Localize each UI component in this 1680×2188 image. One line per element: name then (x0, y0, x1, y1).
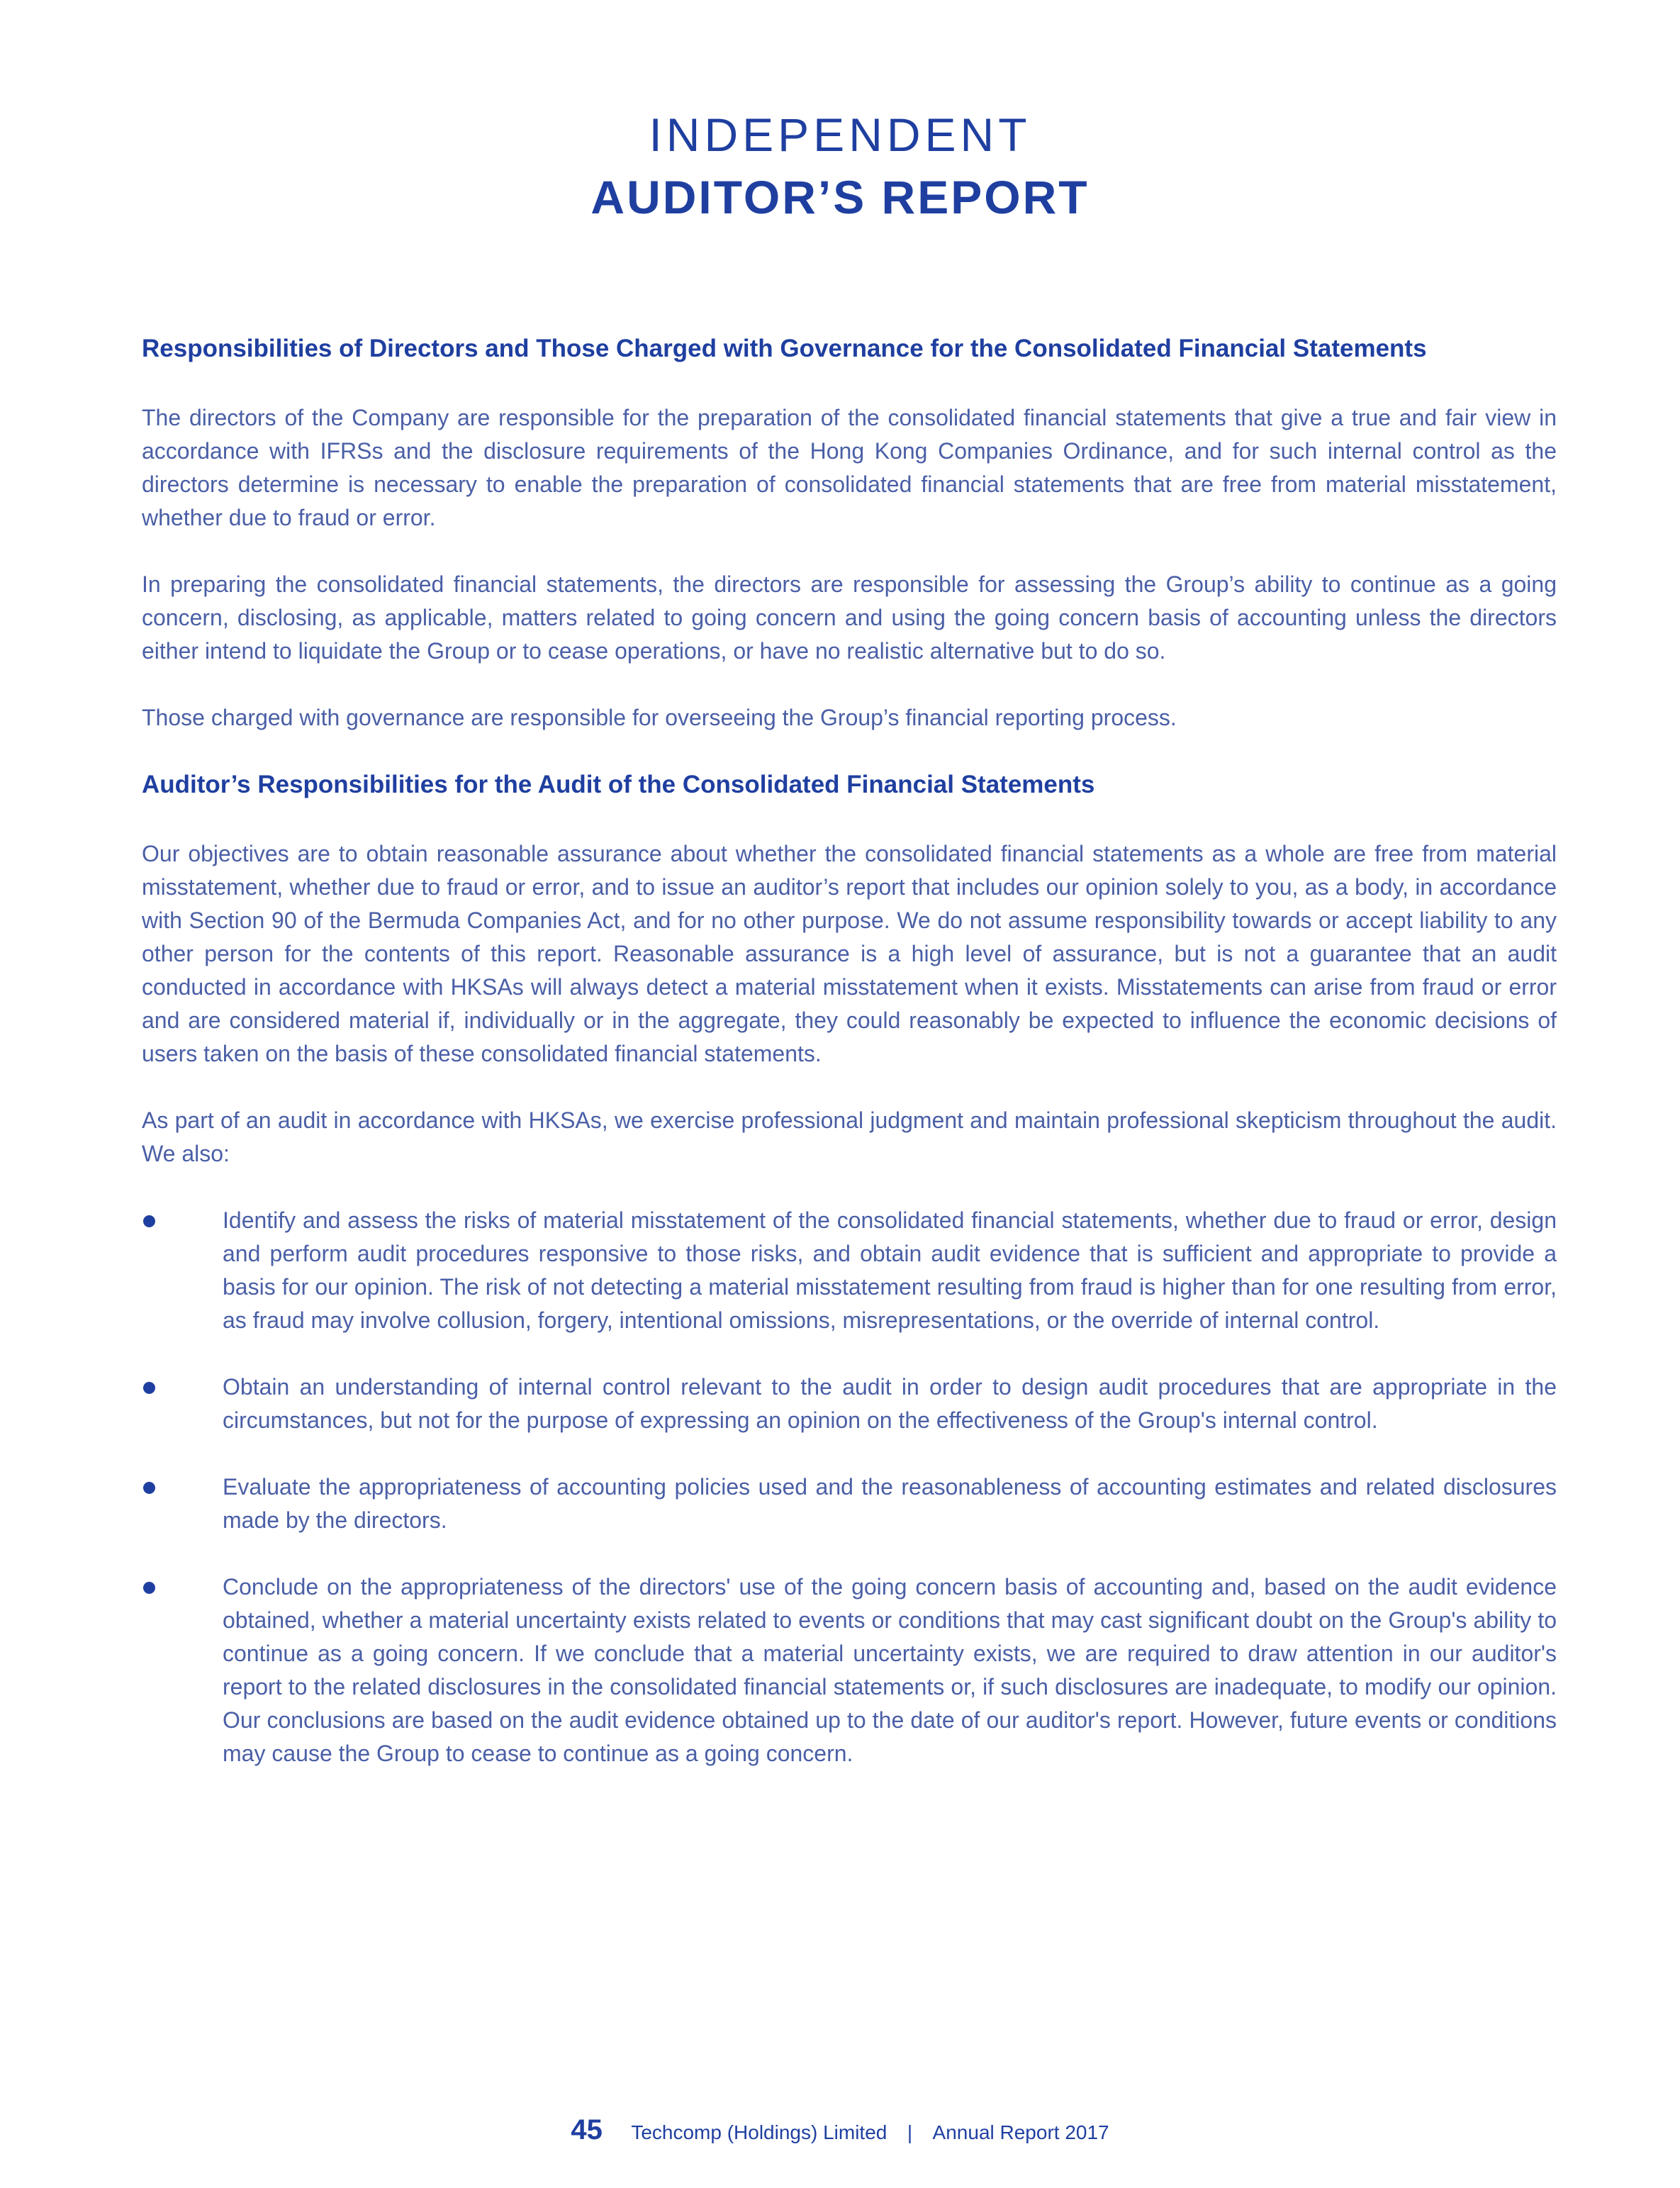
page-footer (0, 2114, 1680, 2146)
bullet-icon (143, 1582, 155, 1594)
list-item (142, 1470, 1557, 1537)
list-item-text: Obtain an understanding of internal control relevant to the audit in order to design audit procedures that are appropriate in the circumstances, but not for the purpose of expressing an opinion on the effectiveness of the Group's internal control. (223, 1374, 1557, 1433)
bullet-icon (143, 1215, 155, 1227)
footer-company-name: Techcomp (Holdings) Limited (631, 2121, 887, 2143)
title-line-auditors-report: AUDITOR’S REPORT (590, 171, 1090, 223)
section-heading-auditors-responsibilities: Auditor’s Responsibilities for the Audit of the Consolidated Financial Statements (142, 771, 1095, 798)
bullet-icon (143, 1482, 155, 1494)
audit-procedures-list (142, 1204, 1557, 1770)
title-line-independent: INDEPENDENT (649, 108, 1031, 161)
paragraph-governance: Those charged with governance are responsible for overseeing the Group’s financial reporting process. (142, 705, 1177, 730)
page-number: 45 (571, 2114, 603, 2145)
bullet-icon (143, 1382, 155, 1394)
report-body (142, 332, 1557, 1804)
footer-separator: | (907, 2121, 913, 2143)
paragraph-directors-2: In preparing the consolidated financial statements, the directors are responsible for assessing the Group’s ability to continue as a going concern, disclosing, as applicable, matters related to going concern and using the going concern basis of accounting unless the directors either intend to liquidate the Group or to cease operations, or have no realistic alternative but to do so. (142, 571, 1557, 664)
paragraph-directors-1: The directors of the Company are responsible for the preparation of the consolidated financial statements that give a true and fair view in accordance with IFRSs and the disclosure requirements of the Hong Kong Companies Ordinance, and for such internal control as the directors determine is necessary to enable the preparation of consolidated financial statements that are free from material misstatement, whether due to fraud or error. (142, 405, 1557, 530)
list-item (142, 1204, 1557, 1337)
paragraph-objectives: Our objectives are to obtain reasonable assurance about whether the consolidated financial statements as a whole are free from material misstatement, whether due to fraud or error, and to issue an auditor’s report that includes our opinion solely to you, as a body, in accordance with Section 90 of the Bermuda Companies Act, and for no other purpose. We do not assume responsibility towards or accept liability to any other person for the contents of this report. Reasonable assurance is a high level of assurance, but is not a guarantee that an audit conducted in accordance with HKSAs will always detect a material misstatement when it exists. Misstatements can arise from fraud or error and are considered material if, individually or in the aggregate, they could reasonably be expected to influence the economic decisions of users taken on the basis of these consolidated financial statements. (142, 841, 1557, 1066)
paragraph-audit-intro: As part of an audit in accordance with HKSAs, we exercise professional judgment and maintain professional skepticism throughout the audit. We also: (142, 1107, 1557, 1166)
list-item (142, 1570, 1557, 1770)
section-heading-directors-responsibilities: Responsibilities of Directors and Those Charged with Governance for the Consolidated Financial Statements (142, 335, 1427, 362)
list-item-text: Evaluate the appropriateness of accounting policies used and the reasonableness of accounting estimates and related disclosures made by the directors. (223, 1474, 1557, 1533)
footer-report-title: Annual Report 2017 (932, 2121, 1109, 2143)
list-item (142, 1371, 1557, 1437)
list-item-text: Identify and assess the risks of material misstatement of the consolidated financial statements, whether due to fraud or error, design and perform audit procedures responsive to those risks, and obtain audit evidence that is sufficient and appropriate to provide a basis for our opinion. The risk of not detecting a material misstatement resulting from fraud is higher than for one resulting from error, as fraud may involve collusion, forgery, intentional omissions, misrepresentations, or the override of internal control. (223, 1207, 1557, 1333)
list-item-text: Conclude on the appropriateness of the directors' use of the going concern basis of accounting and, based on the audit evidence obtained, whether a material uncertainty exists related to events or conditions that may cast significant doubt on the Group's ability to continue as a going concern. If we conclude that a material uncertainty exists, we are required to draw attention in our auditor's report to the related disclosures in the consolidated financial statements or, if such disclosures are inadequate, to modify our opinion. Our conclusions are based on the audit evidence obtained up to the date of our auditor's report. However, future events or conditions may cause the Group to cease to continue as a going concern. (223, 1574, 1557, 1766)
